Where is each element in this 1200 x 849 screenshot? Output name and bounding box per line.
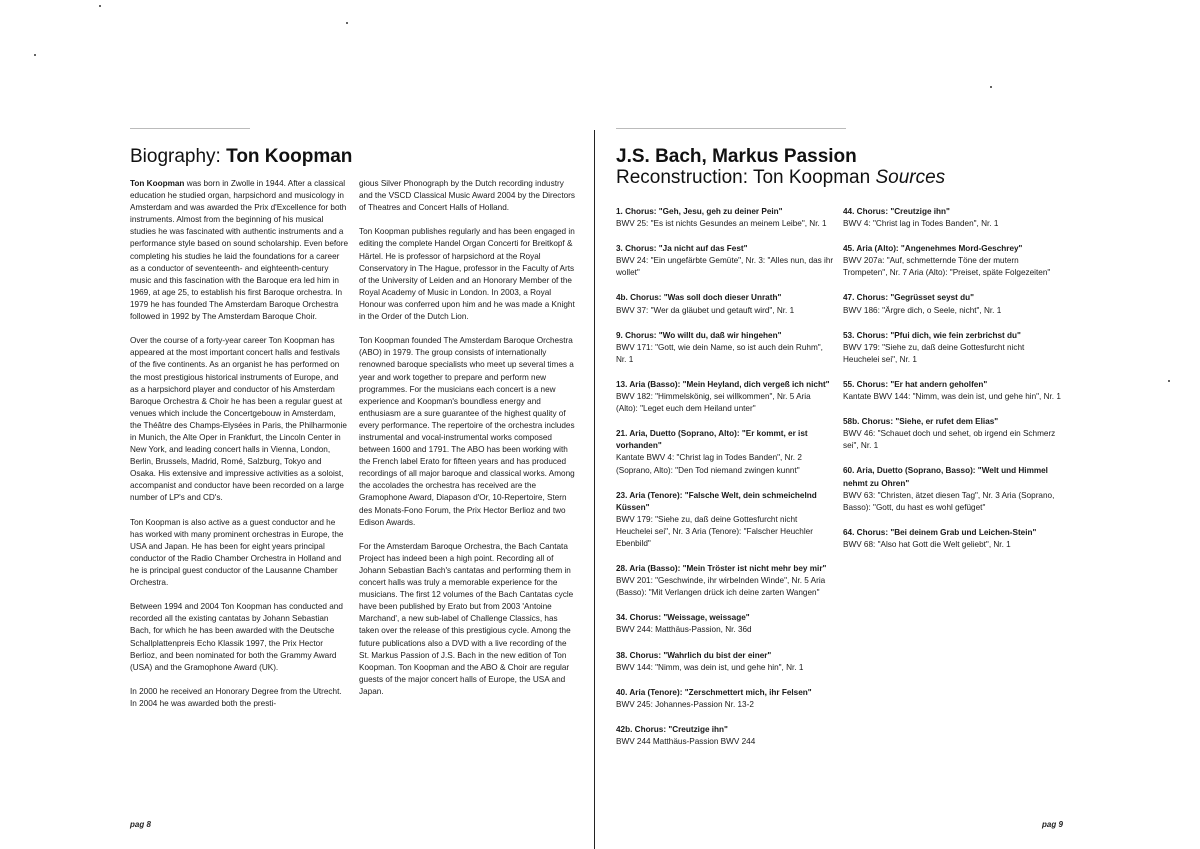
paragraph (359, 541, 577, 698)
source-entry (843, 243, 1061, 279)
source-entry-body: Kantate BWV 144: "Nimm, was dein ist, und gehe hin", Nr. 1 (843, 392, 1061, 402)
biography-column-2 (359, 178, 577, 710)
heading-name: Ton Koopman (226, 146, 353, 167)
source-entry (616, 563, 834, 599)
source-entry (616, 650, 834, 674)
paragraph-text: Ton Koopman is also active as a guest conductor and he has worked with many prominent orchestras in Europe, the USA and Japan. He has been for eight years principal conductor of the Radio Chamber Orchestra in Holland and he is principal guest conductor of the Lausanne Chamber Orchestra. (130, 517, 344, 588)
paragraph-text: For the Amsterdam Baroque Orchestra, the Bach Cantata Project has indeed been a high point. Recording all of Johann Sebastian Bach's cantatas and performing them in concert halls was truly a memorable experience for the musicians. The first 12 volumes of the Bach Cantatas cycle have been published by Erato but from 2003 'Antoine Marchand', a new sub-label of Challenge Classics, has taken over the release of this prestigious cycle. Among the future publications also a DVD with a live recording of the St. Markus Passion of J.S. Bach in the new edition of Ton Koopman. Ton Koopman and the ABO & Choir are regular guests of the major concert halls of Europe, the USA and Japan. (359, 541, 574, 696)
source-entry (843, 527, 1061, 551)
source-entry (616, 687, 834, 711)
source-entry-title: 45. Aria (Alto): "Angenehmes Mord-Geschrey" (843, 244, 1023, 254)
source-entry (616, 330, 834, 366)
sources-heading (616, 167, 945, 189)
top-rule (616, 128, 846, 129)
paragraph (130, 517, 348, 590)
paragraph (130, 601, 348, 674)
source-entry (616, 243, 834, 279)
source-entry-body: BWV 144: "Nimm, was dein ist, und gehe hin", Nr. 1 (616, 662, 804, 672)
page-number: pag 9 (1042, 820, 1063, 829)
source-entry (843, 206, 1061, 230)
paragraph-text: Over the course of a forty-year career Ton Koopman has appeared at the most important concert halls and festivals of the five continents. As an organist he has performed on the most prestigious historical instruments of Europe, and as a harpsichord player and conductor of his Amsterdam Baroque Orchestra & Choir he has been a regular guest at venues which include the Concertgebouw in Amsterdam, the Théâtre des Champs-Elysées in Paris, the Philharmonie in Munich, the Alte Oper in Frankfurt, the Lincoln Center in New York, and leading concert halls in Vienna, London, Berlin, Brussels, Madrid, Romé, Salzburg, Tokyo and Osaka. His extensive and impressive activities as a soloist, accompanist and conductor have been recorded on a large number of LP's and CD's. (130, 336, 347, 503)
source-entry (616, 428, 834, 476)
source-entry-title: 28. Aria (Basso): "Mein Tröster ist nicht mehr bey mir" (616, 564, 827, 574)
source-entry-title: 21. Aria, Duetto (Soprano, Alto): "Er kommt, er ist vorhanden" (616, 429, 808, 451)
source-entry-title: 64. Chorus: "Bei deinem Grab und Leichen-Stein" (843, 527, 1037, 537)
source-entry (616, 292, 834, 316)
source-entry-title: 40. Aria (Tenore): "Zerschmettert mich, ihr Felsen" (616, 687, 812, 697)
source-entry-body: BWV 46: "Schauet doch und sehet, ob irgend ein Schmerz sei", Nr. 1 (843, 429, 1056, 451)
source-entry-body: BWV 179: "Siehe zu, daß deine Gottesfurcht nicht Heuchelei sei", Nr. 3 Aria (Tenore): "Falscher Heuchler Ebenbild" (616, 514, 813, 548)
source-entry-title: 55. Chorus: "Er hat andern geholfen" (843, 379, 988, 389)
source-entry-body: Kantate BWV 4: "Christ lag in Todes Banden", Nr. 2 (Soprano, Alto): "Den Tod niemand zwingen kunnt" (616, 453, 802, 475)
source-entry-title: 9. Chorus: "Wo willt du, daß wir hingehen" (616, 330, 782, 340)
source-entry-title: 47. Chorus: "Gegrüsset seyst du" (843, 293, 975, 303)
left-page (0, 0, 596, 849)
source-entry (843, 465, 1061, 513)
page-number: pag 8 (130, 820, 151, 829)
source-entry (616, 612, 834, 636)
paragraph-text: Ton Koopman publishes regularly and has been engaged in editing the complete Handel Organ Concerti for Breitkopf & Härtel. He is professor of harpsichord at the Royal Conservatory in The Hague, professor in the Faculty of Arts of the University of Leiden and an Honorary Member of the Royal Academy of Music in London. In 2003, a Royal Honour was conferred upon him and he was made a Knight in the Order of the Dutch Lion. (359, 227, 575, 322)
source-entry-title: 13. Aria (Basso): "Mein Heyland, dich vergeß ich nicht" (616, 379, 830, 389)
heading-prefix: Biography: (130, 146, 227, 167)
paragraph (130, 178, 348, 323)
heading-prefix: Reconstruction: Ton Koopman (616, 167, 876, 188)
source-entry-title: 38. Chorus: "Wahrlich du bist der einer" (616, 650, 772, 660)
paragraph (130, 686, 348, 710)
source-entry (616, 724, 834, 748)
scan-speck (990, 86, 992, 88)
source-entry-body: BWV 182: "Himmelskönig, sei willkommen", Nr. 5 Aria (Alto): "Leget euch dem Heiland unter" (616, 392, 811, 414)
source-entry-title: 4b. Chorus: "Was soll doch dieser Unrath" (616, 293, 782, 303)
paragraph (359, 178, 577, 214)
source-entry-body: BWV 68: "Also hat Gott die Welt geliebt", Nr. 1 (843, 539, 1011, 549)
scan-speck (34, 54, 36, 56)
source-entry-title: 53. Chorus: "Pfui dich, wie fein zerbrichst du" (843, 330, 1021, 340)
source-entry-body: BWV 171: "Gott, wie dein Name, so ist auch dein Ruhm", Nr. 1 (616, 342, 823, 364)
scan-speck (346, 22, 348, 24)
biography-column-1 (130, 178, 348, 722)
source-entry-body: BWV 244 Matthäus-Passion BWV 244 (616, 737, 756, 746)
right-page (596, 0, 1200, 849)
biography-heading (130, 146, 352, 168)
source-entry (616, 490, 834, 550)
passion-heading: J.S. Bach, Markus Passion (616, 146, 857, 167)
paragraph (359, 226, 577, 323)
page-divider (594, 130, 595, 849)
paragraph (359, 335, 577, 529)
scan-speck (99, 5, 101, 7)
paragraph-text: Ton Koopman founded The Amsterdam Baroque Orchestra (ABO) in 1979. The group consists of internationally renowned baroque specialists who meet up several times a year and work together to prepare and perform new programmes. For the musicians each concert is a new experience and Koopman's boundless energy and enthusiasm are a sure guarantee of the highest quality of every performance. The repertoire of the orchestra includes instrumental and vocal-instrumental works composed between 1600 and 1791. The ABO has been working with the French label Erato for fifteen years and has produced recordings of all major baroque and classical works. Among the accolades the orchestra has received are the Gramophone Award, Diapason d'Or, 10-Repertoire, Stern des Monats-Fono Forum, the Prix Hector Berlioz and two Edison Awards. (359, 336, 575, 527)
source-entry-body: BWV 186: "Ärgre dich, o Seele, nicht", Nr. 1 (843, 305, 1002, 315)
source-entry-body: BWV 24: "Ein ungefärbte Gemüte", Nr. 3: "Alles nun, das ihr wollet" (616, 256, 834, 278)
paragraph-text: was born in Zwolle in 1944. After a classical education he studied organ, harpsichord and musicology in Amsterdam and was awarded the Prix d'Excellence for both instruments. Almost from the beginning of his musical studies he was fascinated with authentic instruments and a performance style based on sound scholarship. Even before completing his studies he laid the foundations for a career as a conductor of seventeenth- and eighteenth-century music and this fascination with the Baroque era led him in 1969, at age 25, to establish his first Baroque orchestra. In 1979 he has founded The Amsterdam Baroque Orchestra followed in 1992 by The Amsterdam Baroque Choir. (130, 179, 349, 322)
source-entry-body: BWV 4: "Christ lag in Todes Banden", Nr. 1 (843, 219, 999, 229)
top-rule (130, 128, 250, 129)
source-entry-body: BWV 63: "Christen, ätzet diesen Tag", Nr. 3 Aria (Soprano, Basso): "Gott, du hast es wohl gefüget" (843, 490, 1055, 512)
source-entry-body: BWV 244: Matthäus-Passion, Nr. 36d (616, 625, 752, 635)
source-entry-title: 58b. Chorus: "Siehe, er rufet dem Elias" (843, 417, 999, 427)
paragraph-text: gious Silver Phonograph by the Dutch recording industry and the VSCD Classical Music Award 2004 by the Directors of Theatres and Concert Halls of Holland. (359, 179, 576, 213)
source-entry-title: 42b. Chorus: "Creutzige ihn" (616, 724, 728, 734)
paragraph (130, 335, 348, 504)
sources-column-1 (616, 206, 834, 761)
source-entry-body: BWV 207a: "Auf, schmetternde Töne der mutern Trompeten", Nr. 7 Aria (Alto): "Preiset, späte Folgezeiten" (843, 256, 1051, 278)
source-entry-body: BWV 245: Johannes-Passion Nr. 13-2 (616, 699, 754, 709)
source-entry-title: 44. Chorus: "Creutzige ihn" (843, 207, 950, 216)
source-entry-title: 34. Chorus: "Weissage, weissage" (616, 613, 750, 623)
source-entry-title: 60. Aria, Duetto (Soprano, Basso): "Welt und Himmel nehmt zu Ohren" (843, 466, 1048, 488)
source-entry-body: BWV 201: "Geschwinde, ihr wirbelnden Winde", Nr. 5 Aria (Basso): "Mit Verlangen drück ich deine zarten Wangen" (616, 576, 826, 598)
paragraph-text: Between 1994 and 2004 Ton Koopman has conducted and recorded all the existing cantatas by Johann Sebastian Bach, for which he has been awarded with the Deutsche Schallplattenpreis Echo Klassik 1997, the Prix Hector Berlioz, and been nominated for both the Grammy Award (USA) and the Gramophone Award (UK). (130, 602, 343, 672)
source-entry-body: BWV 179: "Siehe zu, daß deine Gottesfurcht nicht Heuchelei sei", Nr. 1 (843, 342, 1025, 364)
source-entry (843, 379, 1061, 403)
heading-italic: Sources (875, 167, 946, 188)
source-entry-title: 3. Chorus: "Ja nicht auf das Fest" (616, 244, 748, 254)
source-entry (843, 330, 1061, 366)
source-entry (616, 379, 834, 415)
source-entry (843, 416, 1061, 452)
source-entry (616, 206, 834, 230)
source-entry-body: BWV 37: "Wer da gläubet und getauft wird", Nr. 1 (616, 305, 795, 315)
source-entry (843, 292, 1061, 316)
source-entry-title: 1. Chorus: "Geh, Jesu, geh zu deiner Pein" (616, 207, 783, 216)
scan-speck (1168, 380, 1170, 382)
sources-column-2 (843, 206, 1061, 564)
source-entry-body: BWV 25: "Es ist nichts Gesundes an meinem Leibe", Nr. 1 (616, 219, 827, 229)
paragraph-text: In 2000 he received an Honorary Degree from the Utrecht. In 2004 he was awarded both the presti- (130, 686, 342, 709)
source-entry-title: 23. Aria (Tenore): "Falsche Welt, dein schmeichelnd Küssen" (616, 490, 817, 512)
paragraph-lead: Ton Koopman (130, 179, 185, 188)
